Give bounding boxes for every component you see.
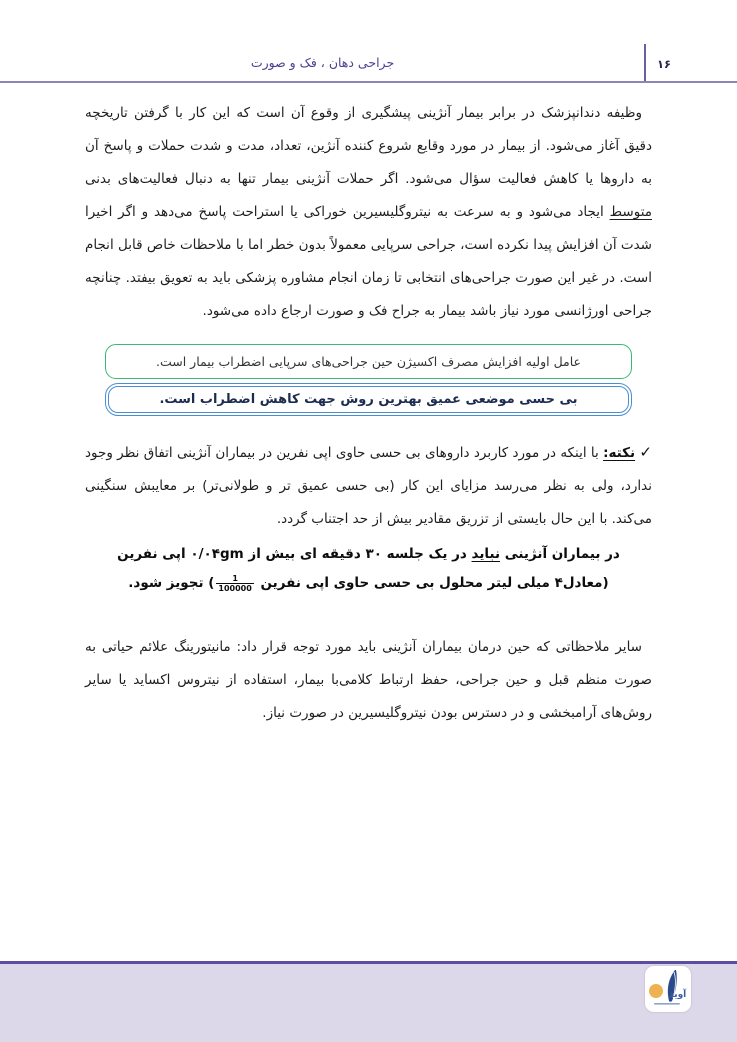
dosage-warning (85, 540, 652, 598)
callout-box-anesthesia-text: بی حسی موضعی عمیق بهترین روش جهت کاهش اضطراب است. (159, 392, 578, 407)
logo-wordmark: آوید (669, 990, 687, 1000)
logo-caption-line (654, 1003, 680, 1005)
callout-box-anesthesia (105, 383, 632, 416)
header-rule (0, 81, 737, 83)
header-title: جراحی دهان ، فک و صورت (250, 55, 395, 70)
note-text: با اینکه در مورد کاربرد داروهای بی حسی حاوی اپی نفرین در بیماران آنژینی اتفاق نظر وجود ندارد، ولی به نظر می‌رسد مزایای این کار (بی حسی عمیق تر و طولانی‌تر) بر معایبش سنگینی می‌کند. با این حال بایستی از تزریق مقادیر بیش از حد اجتناب گردد. (85, 445, 652, 527)
callout-box-oxygen (105, 344, 632, 379)
callout-box-oxygen-text: عامل اولیه افزایش مصرف اکسیژن حین جراحی‌های سرپایی اضطراب بیمار است. (156, 354, 581, 369)
paragraph1-text-after: ایجاد می‌شود و به سرعت به نیتروگلیسیرین خوراکی یا استراحت پاسخ می‌دهد و اگر اخیرا شدت آن افزایش پیدا نکرده است، جراحی سرپایی معمولاً بدون خطر اما با ملاحظات خاص قابل انجام است. در غیر این صورت جراحی‌های انتخابی تا زمان انجام مشاوره پزشکی باید به تعویق بیفتد. چنانچه جراحی اورژانسی مورد نیاز باشد بیمار به جراح فک و صورت ارجاع داده می‌شود. (85, 204, 652, 319)
note-paragraph (85, 436, 652, 536)
dosage-line-1 (85, 540, 652, 569)
page-number: ۱۶ (656, 57, 671, 71)
publisher-logo (645, 966, 691, 1012)
callout-boxes (105, 344, 632, 416)
dosage-line2-after: ) تجویز شود. (128, 575, 215, 591)
fraction-numerator: 1 (232, 573, 238, 583)
note-label: نکته: (603, 445, 636, 461)
checkmark-icon: ✓ (639, 443, 652, 461)
dosage-line-2 (85, 569, 652, 598)
fraction-denominator: 100000 (218, 583, 252, 593)
page-content (85, 97, 652, 730)
dosage-line1-before: در بیماران آنژینی (500, 546, 620, 562)
paragraph1-text-before: وظیفه دندانپزشک در برابر بیمار آنژینی پیشگیری از وقوع آن است که این کار با گرفتن تاریخچه دقیق آغاز می‌شود. از بیمار در مورد وقایع شروع کننده آنژین، تعداد، مدت و شدت حملات و پاسخ آن به داروها یا کاهش فعالیت سؤال می‌شود. اگر حملات آنژینی بیمار تنها به دنبال فعالیت‌های بدنی (85, 105, 652, 187)
dosage-underlined-word: نباید (471, 546, 501, 562)
paragraph-angina-duty (85, 97, 652, 328)
paragraph-other-considerations: سایر ملاحظاتی که حین درمان بیماران آنژینی باید مورد توجه قرار داد: مانیتورینگ علائم حیاتی به صورت منظم قبل و حین جراحی، حفظ ارتباط کلامی‌با بیمار، استفاده از نیتروس اکساید یا سایر روش‌های آرامبخشی و در دسترس بودن نیتروگلیسیرین در صورت نیاز. (85, 639, 652, 721)
logo-sun-icon (649, 984, 663, 998)
dosage-line2-before: (معادل۴ میلی لیتر محلول بی حسی حاوی اپی نفرین (255, 575, 609, 591)
header-divider-vertical (644, 44, 646, 82)
dosage-line1-after: در یک جلسه ۳۰ دقیقه ای بیش از ۰/۰۴gm اپی نفرین (117, 546, 472, 562)
epinephrine-ratio-fraction (216, 574, 253, 593)
footer-band (0, 964, 737, 1042)
publisher-logo-graphic (645, 966, 691, 1012)
callout-box-anesthesia-inner (108, 386, 629, 413)
paragraph1-underlined-word: متوسط (609, 204, 652, 220)
